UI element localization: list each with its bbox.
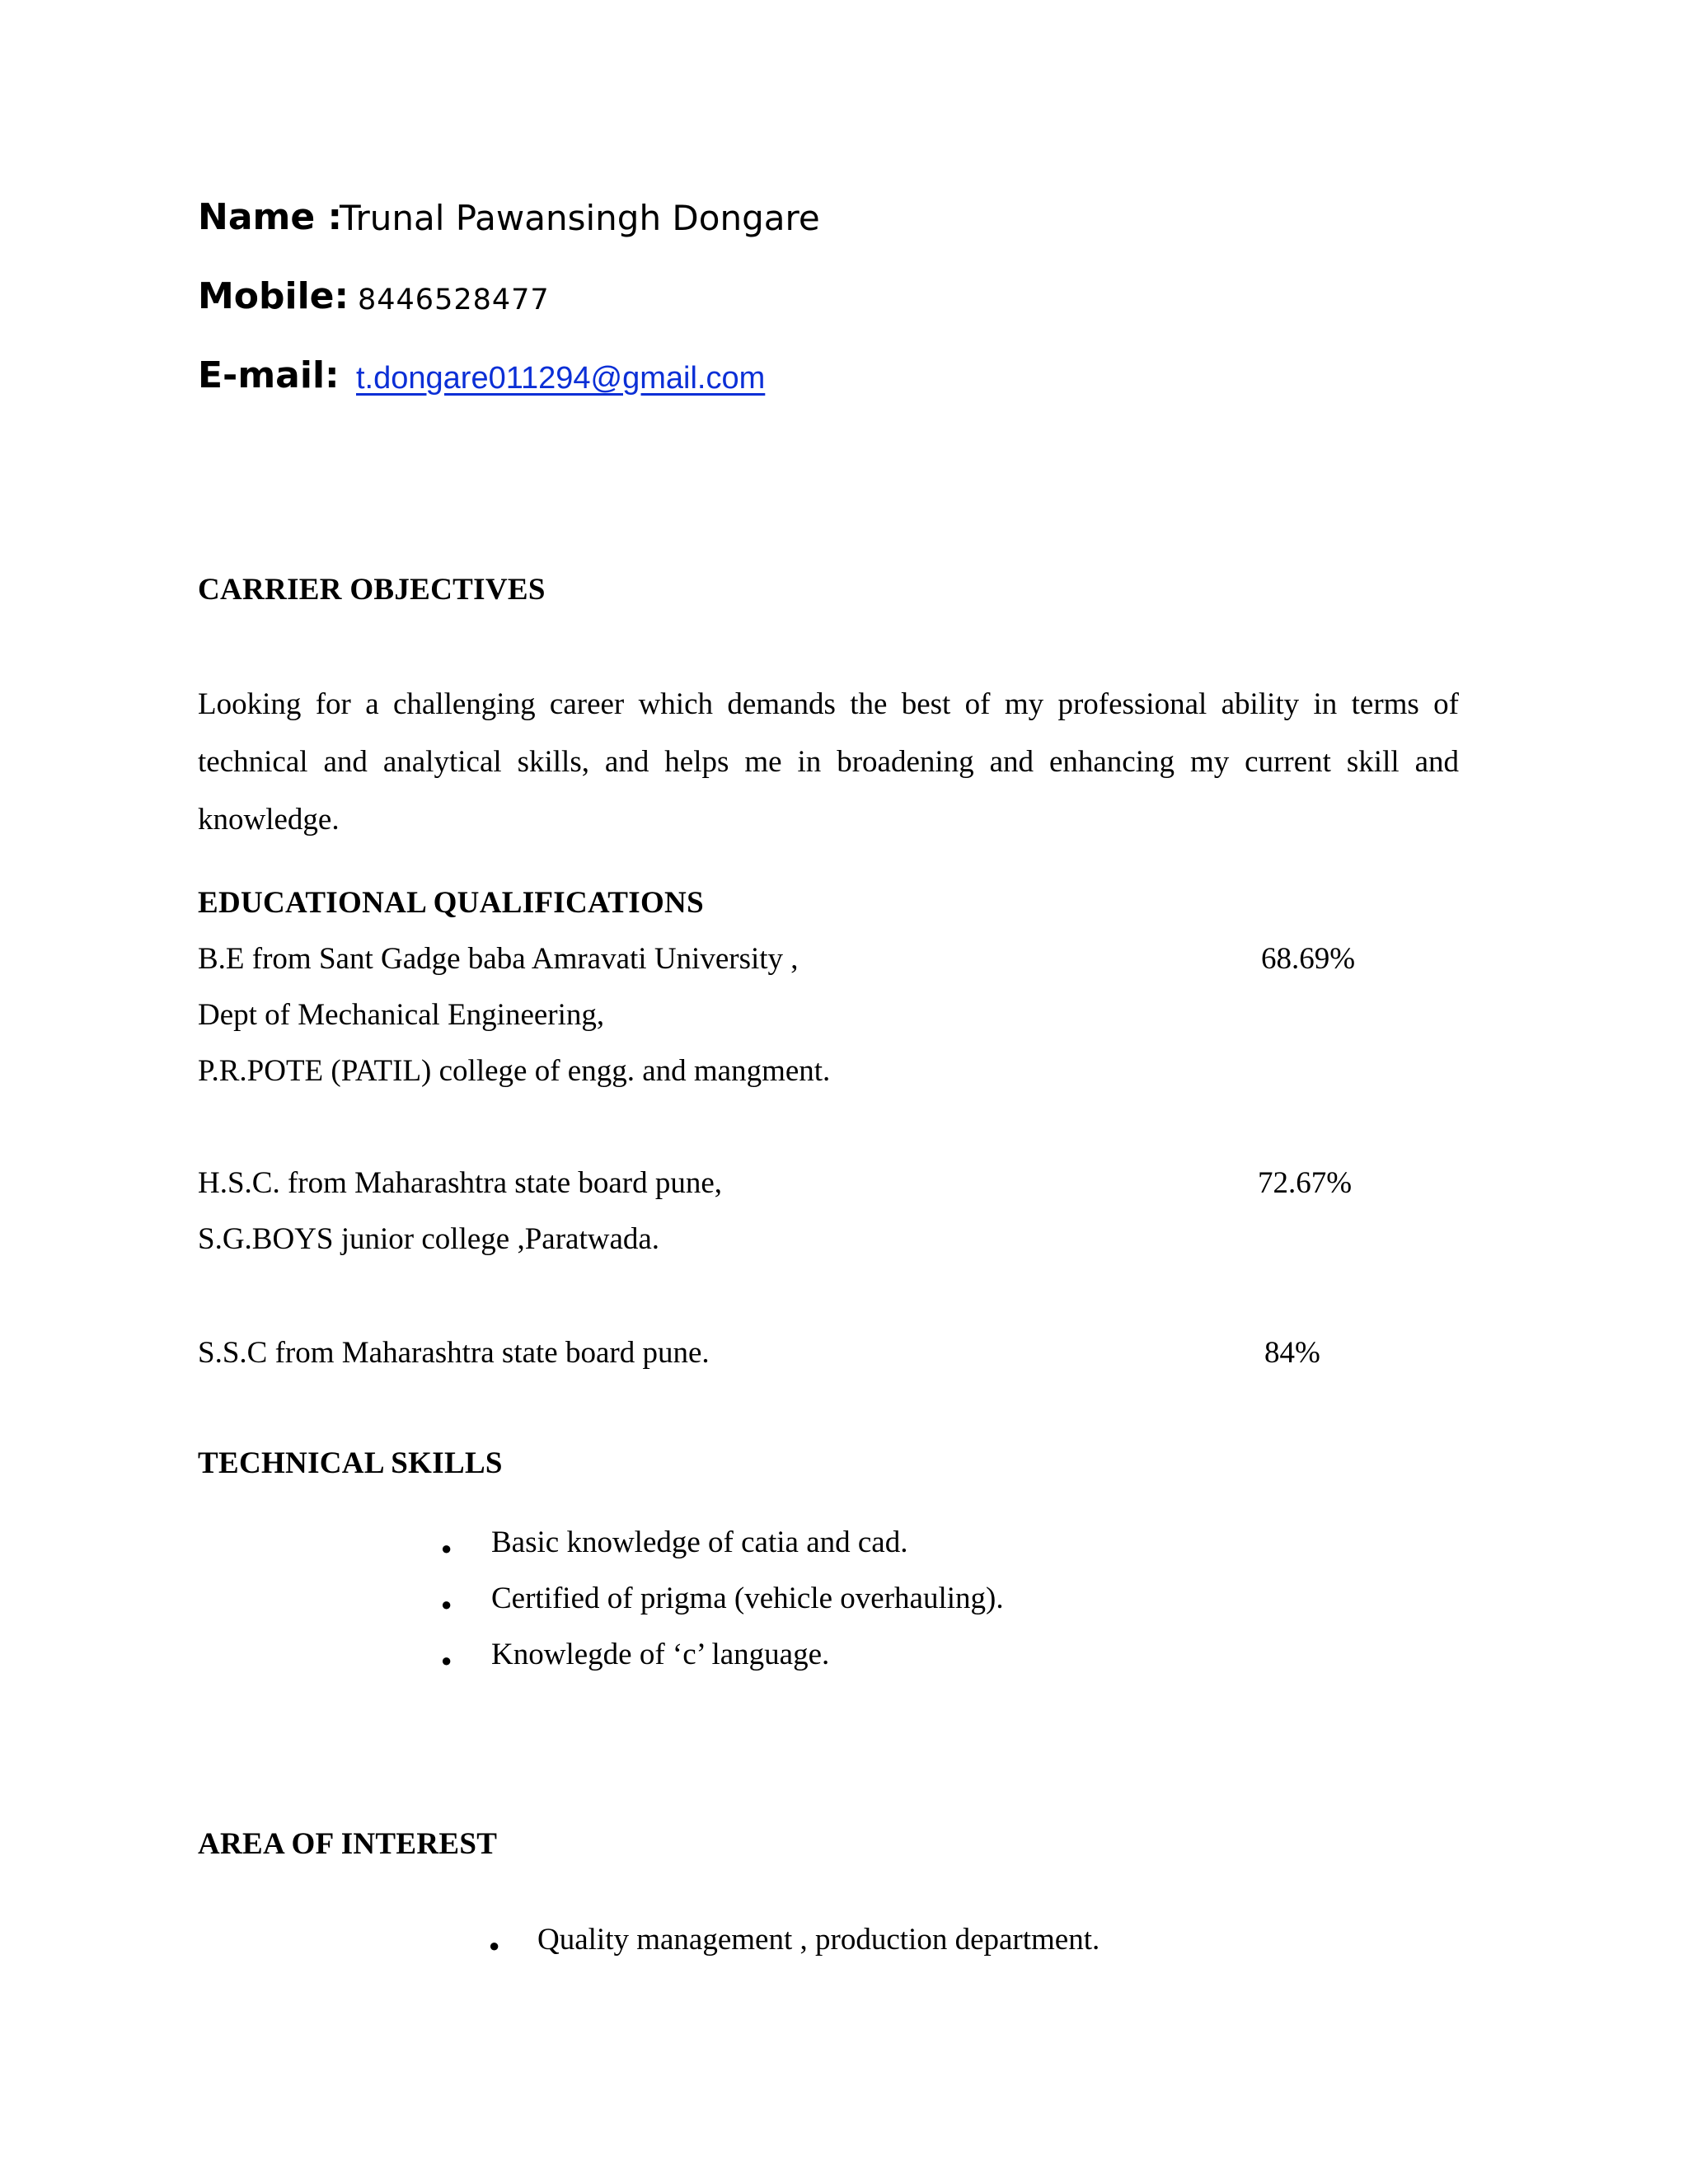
mobile-label: Mobile: xyxy=(198,275,349,317)
name-label: Name : xyxy=(198,196,343,238)
name-value: Trunal Pawansingh Dongare xyxy=(340,198,820,238)
mobile-value: 8446528477 xyxy=(358,284,550,316)
email-label: E-mail: xyxy=(198,354,340,396)
skill-item: Certified of prigma (vehicle overhauling). xyxy=(491,1582,1004,1615)
education-score: 68.69% xyxy=(1261,942,1356,976)
bullet-icon: ● xyxy=(441,1538,452,1558)
education-line: Dept of Mechanical Engineering, xyxy=(198,998,605,1032)
area-of-interest-heading: AREA OF INTEREST xyxy=(198,1827,498,1861)
interest-item: Quality management , production department. xyxy=(537,1923,1100,1957)
bullet-icon: ● xyxy=(441,1650,452,1671)
education-line: S.S.C from Maharashtra state board pune. xyxy=(198,1336,710,1370)
education-score: 84% xyxy=(1264,1336,1320,1370)
email-link[interactable]: t.dongare011294@gmail.com xyxy=(356,361,766,396)
technical-skills-heading: TECHNICAL SKILLS xyxy=(198,1446,503,1480)
education-line: H.S.C. from Maharashtra state board pune, xyxy=(198,1166,723,1200)
education-line: B.E from Sant Gadge baba Amravati University , xyxy=(198,942,799,976)
bullet-icon: ● xyxy=(489,1935,500,1956)
education-score: 72.67% xyxy=(1258,1166,1353,1200)
education-line: P.R.POTE (PATIL) college of engg. and mangment. xyxy=(198,1054,831,1088)
bullet-icon: ● xyxy=(441,1594,452,1615)
education-heading: EDUCATIONAL QUALIFICATIONS xyxy=(198,886,704,920)
skill-item: Basic knowledge of catia and cad. xyxy=(491,1526,908,1559)
objectives-paragraph: Looking for a challenging career which demands the best of my professional ability in terms of technical and analytical skills, and helps me in broadening and enhancing my current skill and knowledge. xyxy=(198,687,1459,837)
objectives-heading: CARRIER OBJECTIVES xyxy=(198,573,546,607)
education-line: S.G.BOYS junior college ,Paratwada. xyxy=(198,1222,660,1256)
skill-item: Knowlegde of ‘c’ language. xyxy=(491,1638,830,1671)
